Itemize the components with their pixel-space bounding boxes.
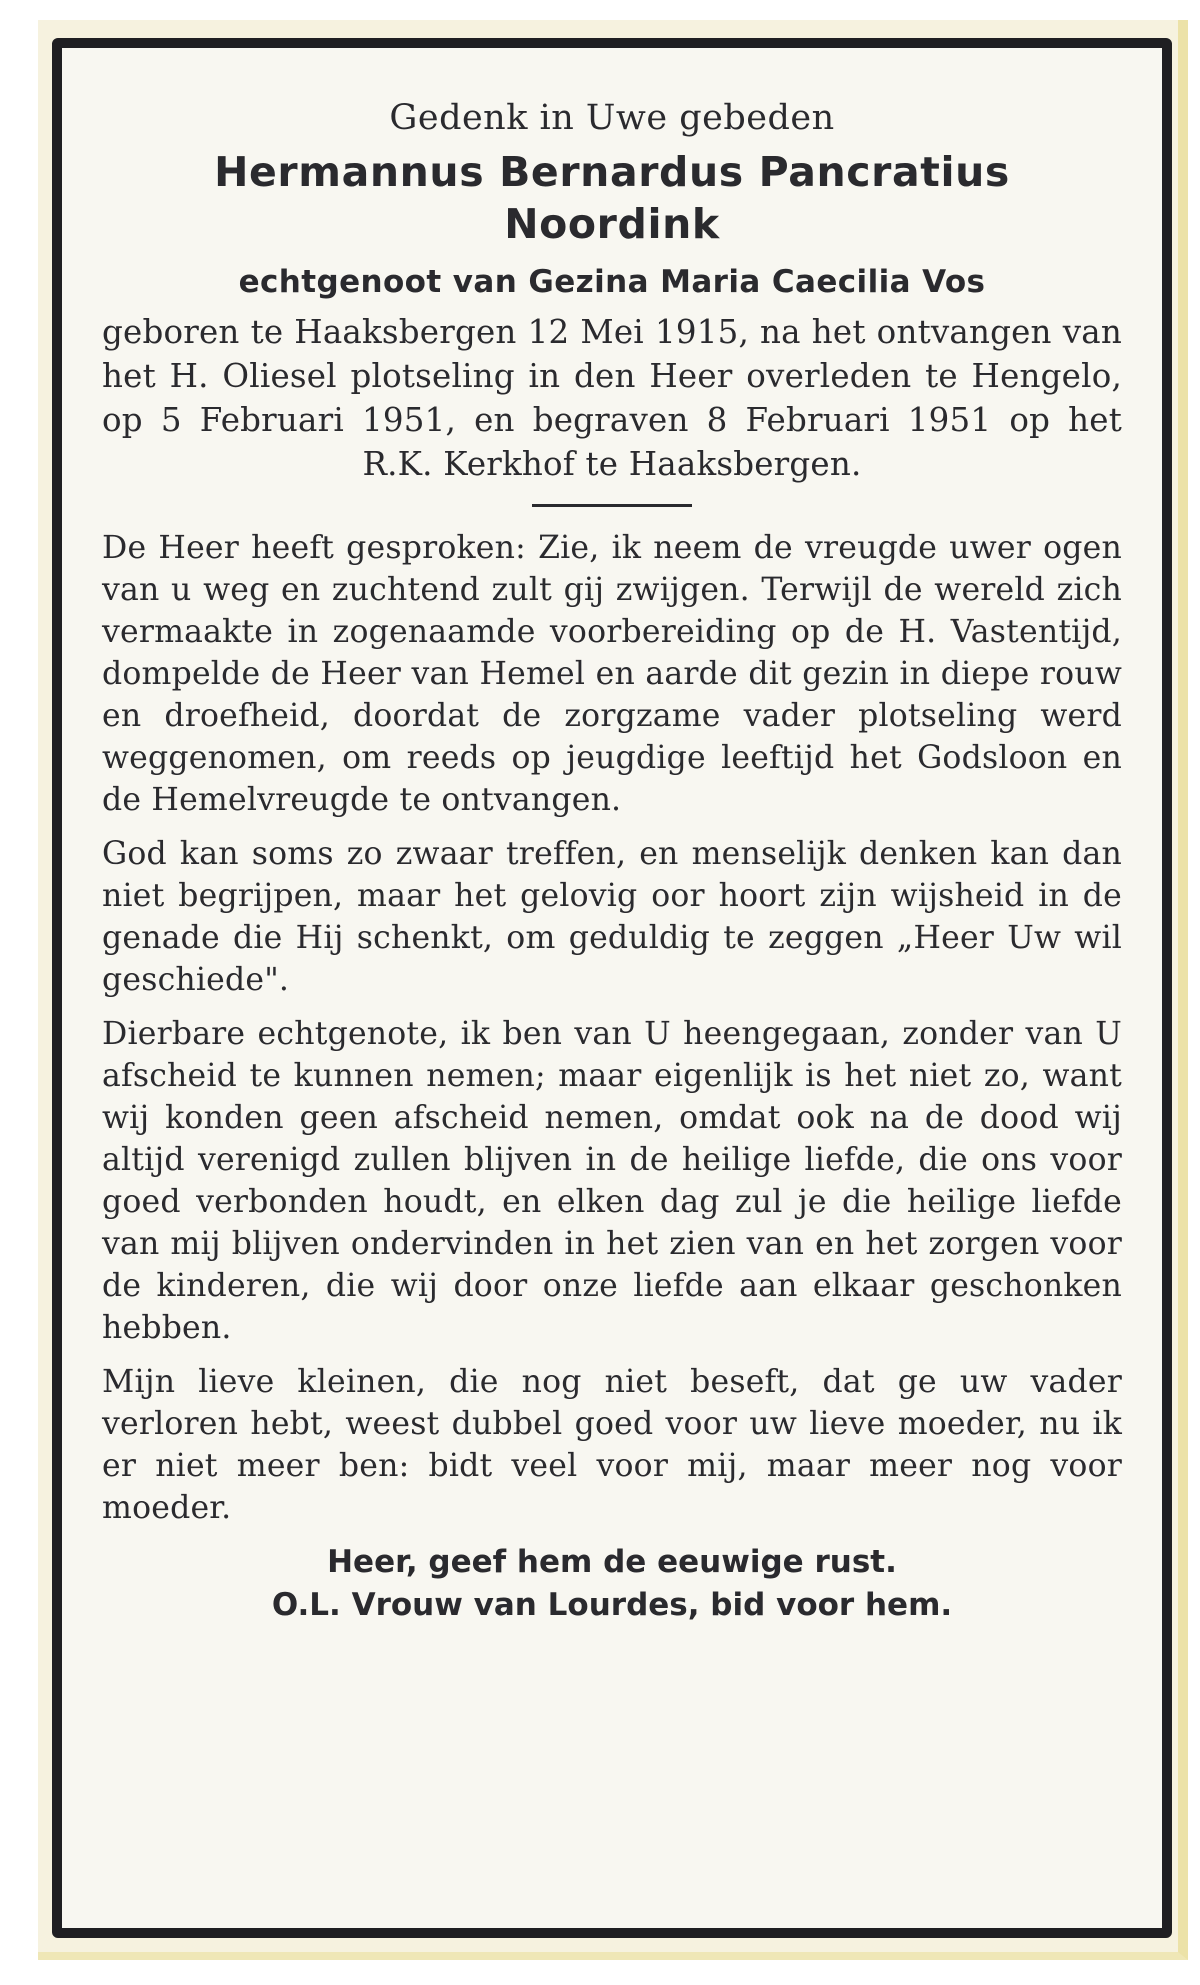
deceased-name-line2: Noordink [504,200,720,248]
paragraph-3: Dierbare echtgenote, ik ben van U heengegaan, zonder van U afscheid te kunnen nemen; maar eigenlijk is het niet zo, want wij konden geen afscheid nemen, omdat ook na de dood wij altijd verenigd zullen blijven in de heilige liefde, die ons voor goed verbonden houdt, en elken dag zul je die heilige liefde van mij blijven ondervinden in het zien van en het zorgen voor de kinderen, die wij door onze liefde aan elkaar geschonken hebben. [102,1016,1122,1346]
card-header: Gedenk in Uwe gebeden [389,98,835,138]
memorial-card [52,38,1172,1938]
biography: geboren te Haaksbergen 12 Mei 1915, na het ontvangen van het H. Oliesel plotseling in den Heer overleden te Hengelo, op 5 Februari 1951, en begraven 8 Februari 1951 op het R.K. Kerkhof te Haaksbergen. [102,313,1122,483]
spouse-line: echtgenoot van Gezina Maria Caecilia Vos [238,264,986,300]
paragraph-1: De Heer heeft gesproken: Zie, ik neem de vreugde uwer ogen van u weg en zuchtend zult gij zwijgen. Terwijl de wereld zich vermaakte in zogenaamde voorbereiding op de H. Vastentijd, dompelde de Heer van Hemel en aarde dit gezin in diepe rouw en droefheid, doordat de zorgzame vader plotseling werd weggenomen, om reeds op jeugdige leeftijd het Godsloon en de Hemelvreugde te ontvangen. [102,530,1122,818]
divider-rule [532,504,692,507]
paragraph-2: God kan soms zo zwaar treffen, en menselijk denken kan dan niet begrijpen, maar het gelovig oor hoort zijn wijsheid in de genade die Hij schenkt, om geduldig te zeggen „Heer Uw wil geschiede". [102,836,1122,998]
closing-prayer-line2: O.L. Vrouw van Lourdes, bid voor hem. [271,1587,953,1623]
deceased-name-line1: Hermannus Bernardus Pancratius [214,148,1010,196]
closing-prayer-line1: Heer, geef hem de eeuwige rust. [327,1544,897,1580]
paragraph-4: Mijn lieve kleinen, die nog niet beseft, dat ge uw vader verloren hebt, weest dubbel goed voor uw lieve moeder, nu ik er niet meer ben: bidt veel voor mij, maar meer nog voor moeder. [102,1364,1122,1526]
card-content [102,98,1122,1627]
